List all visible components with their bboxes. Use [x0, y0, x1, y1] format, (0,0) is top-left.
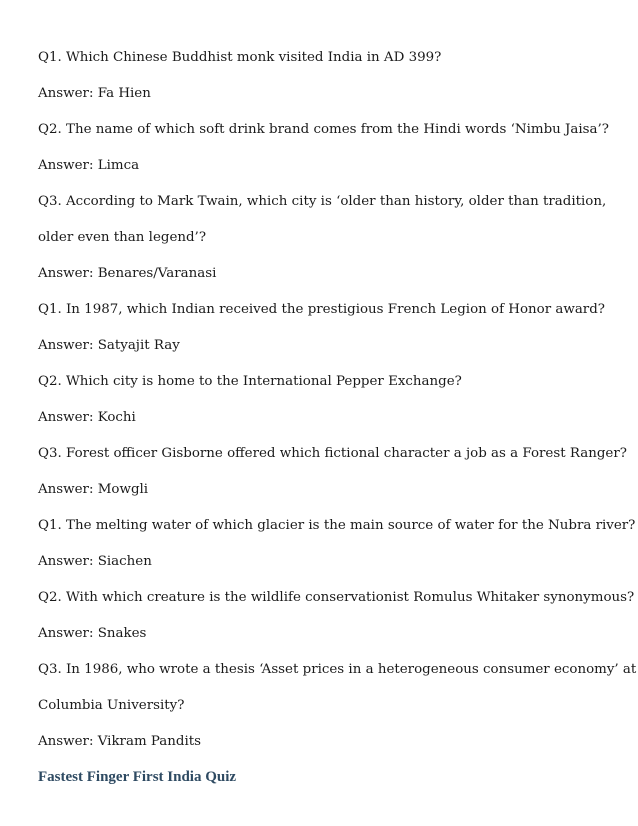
answer-text: Answer: Limca	[38, 158, 140, 173]
question-text: Q3. In 1986, who wrote a thesis ‘Asset prices in a heterogeneous consumer economy’ at	[38, 662, 637, 677]
section-heading: Fastest Finger First India Quiz	[38, 769, 237, 785]
question-text: Q1. In 1987, which Indian received the prestigious French Legion of Honor award?	[38, 302, 605, 317]
question-text-continued: Columbia University?	[38, 698, 185, 713]
answer-text: Answer: Fa Hien	[38, 86, 151, 101]
question-text: Q1. The melting water of which glacier is the main source of water for the Nubra river?	[38, 518, 636, 533]
question-text: Q2. The name of which soft drink brand comes from the Hindi words ‘Nimbu Jaisa’?	[38, 122, 609, 137]
question-text: Q3. According to Mark Twain, which city is ‘older than history, older than tradition,	[38, 194, 607, 209]
answer-text: Answer: Satyajit Ray	[38, 338, 180, 353]
question-text: Q3. Forest officer Gisborne offered which fictional character a job as a Forest Ranger?	[38, 446, 627, 461]
question-text-continued: older even than legend’?	[38, 230, 206, 245]
answer-text: Answer: Benares/Varanasi	[38, 266, 217, 281]
question-text: Q2. Which city is home to the International Pepper Exchange?	[38, 374, 462, 389]
answer-text: Answer: Snakes	[38, 626, 147, 641]
answer-text: Answer: Vikram Pandits	[38, 734, 202, 749]
question-text: Q1. Which Chinese Buddhist monk visited India in AD 399?	[38, 50, 442, 65]
answer-text: Answer: Siachen	[38, 554, 152, 569]
answer-text: Answer: Mowgli	[38, 482, 149, 497]
question-text: Q2. With which creature is the wildlife conservationist Romulus Whitaker synonymous?	[38, 590, 635, 605]
answer-text: Answer: Kochi	[38, 410, 136, 425]
